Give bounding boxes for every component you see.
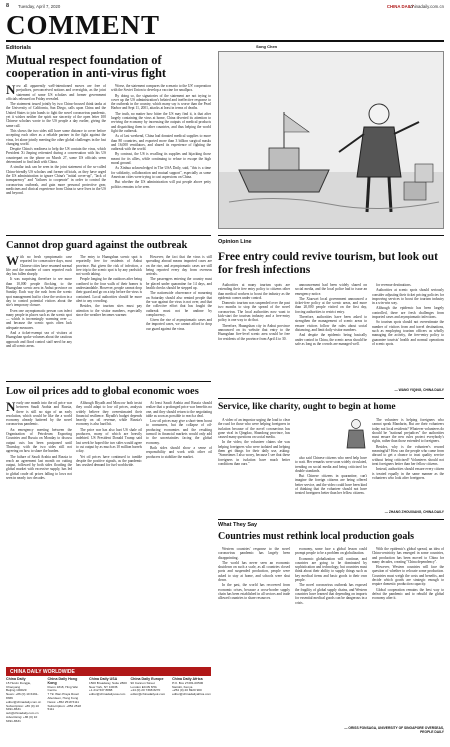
- service-rule: [218, 398, 444, 399]
- article-paragraph: The Xiaowei local government announced a ticket-free policy at the scenic areas, and more than 20,000 people visited on the first day, forcing authorities to restrict entry.: [295, 296, 367, 314]
- third-editorial-col1: [6, 401, 72, 519]
- footer-contact-title: China Daily Africa: [172, 677, 203, 681]
- footer-contact-line: Subscription: +86 (0) 10 6491-8631: [6, 703, 39, 712]
- lead-editorial-headline: Mutual respect foundation of cooperation in anti-virus fight: [6, 53, 167, 80]
- footer-contact-line: P.O. Box 27281-00506: [172, 680, 204, 685]
- article-paragraph: The truth, no matter how bitter the US may find it, is that after largely containing the virus at home, China diverted its attention to reviving the economy by increasing the outputs of medical products and dispatching them to other countries, and thus helping the world fight the outbreak.: [111, 111, 211, 133]
- wts-col3: [372, 547, 444, 723]
- footer-contact-line: News: +852 2518 5111: [47, 699, 79, 704]
- article-paragraph: Authorities at scenic spots should seriously consider adjusting their ticket pricing policies for improving services to boost the tourism industry in a win-win way.: [372, 288, 444, 306]
- footer-contact-line: Room 1818, Hing Wai Centre: [47, 684, 78, 693]
- masthead-rule: [6, 40, 444, 42]
- article-paragraph: In the past, the world has recovered from economic crises, because a cross-border supply chain has been established in all sectors and trade allowed countries to share resources.: [218, 583, 290, 601]
- footer-contact-column: [89, 678, 128, 740]
- service-illustration: [344, 418, 368, 452]
- article-paragraph: Although the epidemic has been largely controlled, there are fresh challenges from imported cases and asymptomatic infections.: [372, 306, 444, 320]
- article-paragraph: economy, some face a global lesson could prompt people to be a problem on globalization.: [295, 547, 367, 556]
- article-paragraph: So tourism spots should not overestimate the number of visitors from and travel destinations, such as employing tourism officers as wholly managing the activity, the free-entry policy to guarantee tourists' health and normal operations of scenic spots.: [372, 320, 444, 346]
- third-editorial-col2: [76, 401, 142, 519]
- editorials-label: Editorials: [6, 45, 32, 51]
- footer-contact-line: Nairobi, Kenya: [172, 684, 193, 689]
- article-paragraph: By contrast, the US is recalling its supplies and hijacking those meant for its allies, while continuing to refuse to escape the high moral ground.: [111, 152, 211, 166]
- publication-name: CHINA DAILY: [386, 4, 414, 9]
- article-paragraph: The entry to Huangshan scenic spot is reportedly free for residents of Anhui province. But given the risk of infection, a free trip to the scenic spot is by any yardstick not worth taking.: [76, 255, 142, 277]
- footer-contact-line: 15 Huixin Dongjie, Chaoyang: [6, 680, 32, 689]
- footer-contact-line: +1 212 537 8888: [89, 688, 113, 693]
- article-paragraph: early one month into the oil price war between Saudi Arabia and Russia, there is still no sign of an early resolution, which would be like the a world economy already battered by the novel coronavirus pandemic.: [6, 401, 72, 427]
- opinion-headline: Free entry could revive tourism, but look out for fresh infections: [218, 251, 438, 276]
- article-paragraph: The volunteer is helping foreigners who cannot speak Mandarin, But are their volunteers today not local residents? Whatever volunteers do should be "national prejudices" the authorities must ensure the new rules protect everybody's rights, rather than those extended to foreigners.: [372, 418, 444, 444]
- footer-contact-line: London EC4N 6HA: [130, 684, 157, 689]
- article-paragraph: Despite China's readiness to help the US contain the virus, which President Xi Jinping reiterated during a conversation with his US counterpart on the phone on March 27, some US officials seem determined to find fault with China.: [6, 147, 106, 165]
- article-paragraph: As of last weekend, China had donated medical supplies to more than 80 countries, and exported more than 3 billion surgical masks and 16,000 ventilators, and shared its experience of fighting the outbreak with the world.: [111, 134, 211, 152]
- article-paragraph: At least Saudi Arabia and Russia should realize that a prolonged price war benefits no one, and they should return to the negotiating table as soon as possible to reach a deal.: [146, 401, 212, 418]
- article-paragraph: The world has never seen an economic shutdown on such a scale, as all countries closed ports and suspended production, people were asked to stay at home, and schools were shut down.: [218, 560, 290, 583]
- article-paragraph: The statement issued jointly by two China-focused think tanks at the University of California, San Diego, calls upon China and the United States to join hands to fight the novel coronavirus pandemic, yet it wishes neither the spirit nor sincerity of the open letter 100 Chinese scholars wrote to the US people a day earlier, giving the same call.: [6, 102, 106, 128]
- second-editorial-headline: Cannot drop guard against the outbreak: [6, 240, 188, 251]
- opinion-col3: [372, 283, 444, 387]
- drop-cap: W: [6, 255, 19, 268]
- website-link[interactable]: chinadaily.com.cn: [410, 4, 444, 9]
- footer-contact-line: Aberdeen, Hong Kong: [47, 695, 79, 700]
- article-paragraph: Yet oil prices have continued to tumble despite the positive signals, as the pandemic has crushed demand for fuel worldwide.: [76, 454, 142, 468]
- footer-contact-line: +254 (0) 20 6920 900: [172, 688, 202, 693]
- article-paragraph: Instead, authorities should ensure every citizen is treated equally in the same manner as the volunteers who look after foreigners.: [372, 467, 444, 480]
- footer-contact-title: China Daily: [6, 677, 26, 681]
- article-paragraph: Economic globalization will continue, and countries are going to be dominated by sophistication and technology; but countries must think about their ability to supply things such as key medical items and basic goods to their own people.: [295, 556, 367, 583]
- what-they-say-label: What They Say: [218, 522, 258, 528]
- article-paragraph: Besides, why is the volunteer's reward meaningful? How can the people who came from abroad to get a chance to trust quality service without being criticized? Volunteers should not treat foreigners better than her fellow citizens.: [372, 444, 444, 466]
- footer-contact-title: China Daily Europe: [130, 677, 164, 681]
- article-paragraph: The passengers entering the country must be placed under quarantine for 14 days, and health checks should be stepped up.: [146, 277, 212, 291]
- footer-contact-line: sub@chinadaily.com.cn: [6, 711, 39, 716]
- footer-contact-line: editor@chinadailyuk.com: [130, 692, 166, 697]
- article-paragraph: Both sides should show a sense of responsibility and work with other oil producers to stabilize the market.: [146, 445, 212, 459]
- service-col3: [372, 418, 444, 508]
- footer-contact-line: +44 (0) 20 7398 8270: [130, 688, 161, 693]
- footer-contact-column: [6, 678, 45, 740]
- footer-contact-line: Subscription: +852 2518 5111: [47, 703, 81, 712]
- footer-contact-line: 90 Cannon Street: [130, 680, 155, 685]
- cartoon-credit: Song Chen: [256, 44, 278, 49]
- opinion-line-label: Opinion Line: [218, 239, 252, 245]
- footer-contact-line: 7 Tin Wan Praya Road: [47, 692, 79, 697]
- article-paragraph: announcement had been widely shared on social media, and the local police had to issue an emergency notice.: [295, 283, 367, 296]
- article-paragraph: But whether the US administration will put people above petty politics remains to be seen.: [111, 180, 211, 189]
- article-paragraph: ow all apparently well-intentioned moves are free of prejudices, preconceived notions and oversights, as the joint statement of some US scholars and former government officials released on Friday revealed.: [6, 84, 106, 101]
- footer-contact-line: editor@chinadailyafrica.com: [172, 692, 211, 697]
- article-paragraph: also said Chinese citizens who need help have to wait. Her remarks were soon widely circulated, trending on social media and being criticized for double standards.: [295, 456, 367, 473]
- article-paragraph: Besides, the tourism sites must pay attention to the visitor numbers, especially since the weather becomes warmer.: [76, 304, 142, 317]
- article-paragraph: An emergency meeting between the Organization of Petroleum Exporting Countries and Russia on Monday to discuss output cuts has been postponed until Thursday, with the two sides still not agreeing on how to share the burden.: [6, 427, 72, 454]
- article-paragraph: ith no fresh symptomatic case reported for consecutive days, most Chinese cities have resumed normal life and the number of cases reported each day has fallen sharply.: [6, 255, 72, 277]
- article-paragraph: In the video, the volunteer claims she was helping foreigners who were isolated and helping them get things for their daily use, asking: "Sometimes I also worry, because I see that these foreigners in isolation have much better conditions than ours.": [218, 440, 290, 466]
- article-paragraph: It was surprising therefore to see more than 10,000 people flocking to the Huangshan scenic area in Anhui province on Sunday. Each way the rush from the scenic spot management had to close the section in a day to control potential visitors about the site's temporary closure.: [6, 277, 72, 308]
- opinion-col2: [295, 283, 367, 393]
- article-paragraph: Low oil prices may give a short-term boost to consumers, but the collapse of oil-producing economies and the resulting turmoil in financial markets would only add to the uncertainties facing the global economy.: [146, 419, 212, 445]
- editorial-cartoon: [218, 51, 444, 229]
- opinion-rule: [218, 235, 444, 236]
- second-editorial-col1: [6, 255, 72, 377]
- article-paragraph: By doing so, the signatories of the statement are not trying to cover up the US administration's belated and ineffective response to the outbreak in the country, which many say is worse than the Pearl Harbor and Sept 11, 2001, attacks at least in terms of deaths.: [111, 93, 211, 111]
- footer-bar: CHINA DAILY WORLDWIDE: [6, 667, 211, 676]
- article-paragraph: The nationwide observance of mourning on Saturday should also remind people that the war against the virus is not over, and that the collective effort that has fought the outbreak must not be undone by complacency.: [146, 291, 212, 317]
- footer-contact-line: Beijing 100029: [6, 688, 27, 693]
- lead-editorial-col2: [111, 84, 211, 231]
- footer-contact-column: [131, 678, 170, 740]
- second-editorial-col2: [76, 255, 142, 377]
- article-paragraph: This shows the two sides still have some distance to cover before accepting each other as a reliable partner in the fight against the virus, let alone jointly meeting the other global challenges in the fast changing world.: [6, 128, 106, 146]
- footer-contact-line: Advertising: +86 (0) 10 6491-8631: [6, 714, 38, 723]
- article-paragraph: Given the rise of asymptomatic cases and the imported cases, we cannot afford to drop our guard against the virus.: [146, 318, 212, 331]
- wts-col1: [218, 547, 290, 737]
- drop-cap: N: [6, 401, 16, 414]
- footer-contact-line: New York, NY 10036: [89, 684, 118, 689]
- service-col1: [218, 418, 290, 514]
- wts-signature: — ORISS FONSAGA, UNIVERSITY OF SINGAPORE OVERSEAS, PEOPLE DAILY: [344, 726, 444, 734]
- wts-col2: [295, 547, 367, 737]
- article-paragraph: As Xinhua acknowledged in The USA Daily, said, "this is a time for solidarity, collaboration and mutual support", especially as some American cities were trying to cast aspersions on China.: [111, 166, 211, 179]
- article-paragraph: A video of an impostor urging the load to clear the road for those who were helping foreigners in isolation because of the novel coronavirus has gone viral in Qingdao, Shandong province, has caused many questions on social media.: [218, 418, 290, 440]
- second-editorial-col3: [146, 255, 212, 377]
- service-signature: — ZHANG ZHOUXIANG, CHINA DAILY: [384, 510, 444, 514]
- article-paragraph: But Chinese citizens in quarantine, can't imagine the foreign citizens are being offered better service, and the video could have been kind of thinking that the volunteer should not have treated foreigners better than her fellow citizens.: [295, 474, 367, 496]
- article-paragraph: Therefore, Huangshan city in Anhui province announced on its website that entry to the Huangshan five-level scenic area would be free for residents of the province from April 4 to 30.: [218, 323, 290, 341]
- article-paragraph: The novel coronavirus outbreak has exposed the fragility of global supply chains, and Western countries have learned that depending on imports for essential medical goods can be dangerous in a crisis.: [295, 583, 367, 605]
- page-number: 8: [6, 3, 10, 9]
- article-paragraph: However, Western countries will face the question of whether to relocate some production. Countries must weigh the costs and benefits, and decide which goods are strategic enough to require domestic production capacity.: [372, 565, 444, 587]
- article-paragraph: The failure of Saudi Arabia and Russia to reach an agreement last month on cutting output, followed by both sides flooding the global market with excessive supply, has led to global crude oil prices falling to lows not seen in nearly two decades.: [6, 454, 72, 481]
- article-paragraph: for revenue destinations.: [376, 283, 412, 287]
- article-paragraph: However, the fact that the virus is still spreading abroad means imported cases are on the rise, and asymptomatic cases are still being reported every day from overseas arrivals.: [146, 255, 212, 277]
- article-paragraph: Although Riyadh and Moscow both insist they could adapt to low oil prices, analysts widely believe they overestimated their financial resilience. Riyadh's budget depends heavily on oil revenue, while Russia's economy is also hard hit.: [76, 401, 142, 427]
- footer-contacts: [6, 678, 211, 740]
- article-paragraph: Global cooperation remains the best way to defeat the pandemic and to rebuild the global economy after it.: [372, 587, 444, 601]
- article-paragraph: People longing for the outdoors after being confined to the four walls of their homes is understandable. However, people cannot drop their guard and go on a trip before the virus is contained. Local authorities should be more alert to any crowding.: [76, 277, 142, 303]
- footer-contact-line: 1500 Broadway, Suite 2800: [89, 680, 127, 685]
- third-editorial-headline: Low oil prices add to global economic woes: [6, 386, 199, 397]
- what-they-say-headline: Countries must rethink local production goals: [218, 531, 415, 542]
- article-paragraph: Western countries' response to the novel coronavirus pandemic has largely been disappointing.: [218, 547, 290, 560]
- opinion-col1: [218, 283, 290, 393]
- article-paragraph: The price war has also hurt US shale oil producers, many of which are heavily indebted. US President Donald Trump said last week he hoped the two sides would agree to cut output by as much as 10 million barrels a day.: [76, 427, 142, 454]
- article-paragraph: Worse, the statement compares the scenario to the US' cooperation with the Soviet Union to develop a vaccine for smallpox.: [111, 84, 211, 93]
- opinion-signature: — WANG YIQING, CHINA DAILY: [394, 388, 444, 392]
- cartoon-illustration: [219, 52, 444, 229]
- issue-date: Tuesday, April 7, 2020: [18, 4, 61, 9]
- footer-contact-line: News: +86 (0) 10 6491-8366: [6, 692, 39, 700]
- footer-contact-line: editor@chinadaily.com.cn: [6, 699, 42, 704]
- article-paragraph: A similar task can be seen in the joint statement of the so-called China-friendly US scholars and former officials, as they have urged the US administration to ignore China's "initial cover-up", "lack of transparency" and "failures to cooperate" in order to control the coronavirus outbreak, and gain more personal protective gear, medicines and clinical experience from China to save lives in the US and beyond.: [6, 165, 106, 196]
- footer-contact-title: China Daily USA: [89, 677, 118, 681]
- third-editorial-col3: [146, 401, 212, 519]
- article-paragraph: Even one asymptomatic person can infect many people in places such as the scenic spot — which is increasingly warming over — and because the scenic spots often lack adequate measures.: [6, 308, 72, 330]
- article-paragraph: Domestic tourism was suspended over the past two months to stop the spread of the novel coronavirus. The local authorities now want to kick-start the tourism industry and a free-entry policy is one way to do that.: [218, 301, 290, 323]
- editorial3-rule: [6, 381, 211, 382]
- service-col2: [295, 456, 367, 514]
- section-masthead: COMMENT: [6, 10, 160, 40]
- article-paragraph: With the epidemic's global spread, an idea of China-centricity has emerged in some countries, and production has been moved to China for many decades, creating "China dependency".: [372, 547, 444, 564]
- article-paragraph: And a ticket-exempt sea of visitors at Huangshan spoke volumes about the cautious approach and flood control staff need for any and all scenic areas.: [6, 331, 72, 348]
- footer-contact-title: China Daily Hong Kong: [47, 677, 78, 685]
- lead-editorial-col1: [6, 84, 106, 231]
- footer-contact-column: [48, 678, 87, 740]
- footer-contact-column: [172, 678, 211, 740]
- service-headline: Service, like charity, ought to begin at home: [218, 402, 396, 412]
- article-paragraph: Authorities at many tourism spots are extending their free entry policy to citizens other than medical workers to boost the industry as the epidemic comes under control.: [218, 283, 290, 300]
- editorial2-rule: [6, 235, 211, 236]
- footer-contact-line: editor@chinadailyusa.com: [89, 692, 126, 697]
- article-paragraph: And despite the epidemic being basically under control in China, the scenic areas should be safe as long as the crowds are managed well.: [295, 333, 367, 346]
- wts-rule: [218, 519, 444, 520]
- drop-cap: N: [6, 84, 16, 97]
- article-paragraph: Therefore, authorities have been asked to strengthen the management of scenic areas to ensure visitors follow the rules about social distancing, and limit daily visitor numbers.: [295, 315, 367, 332]
